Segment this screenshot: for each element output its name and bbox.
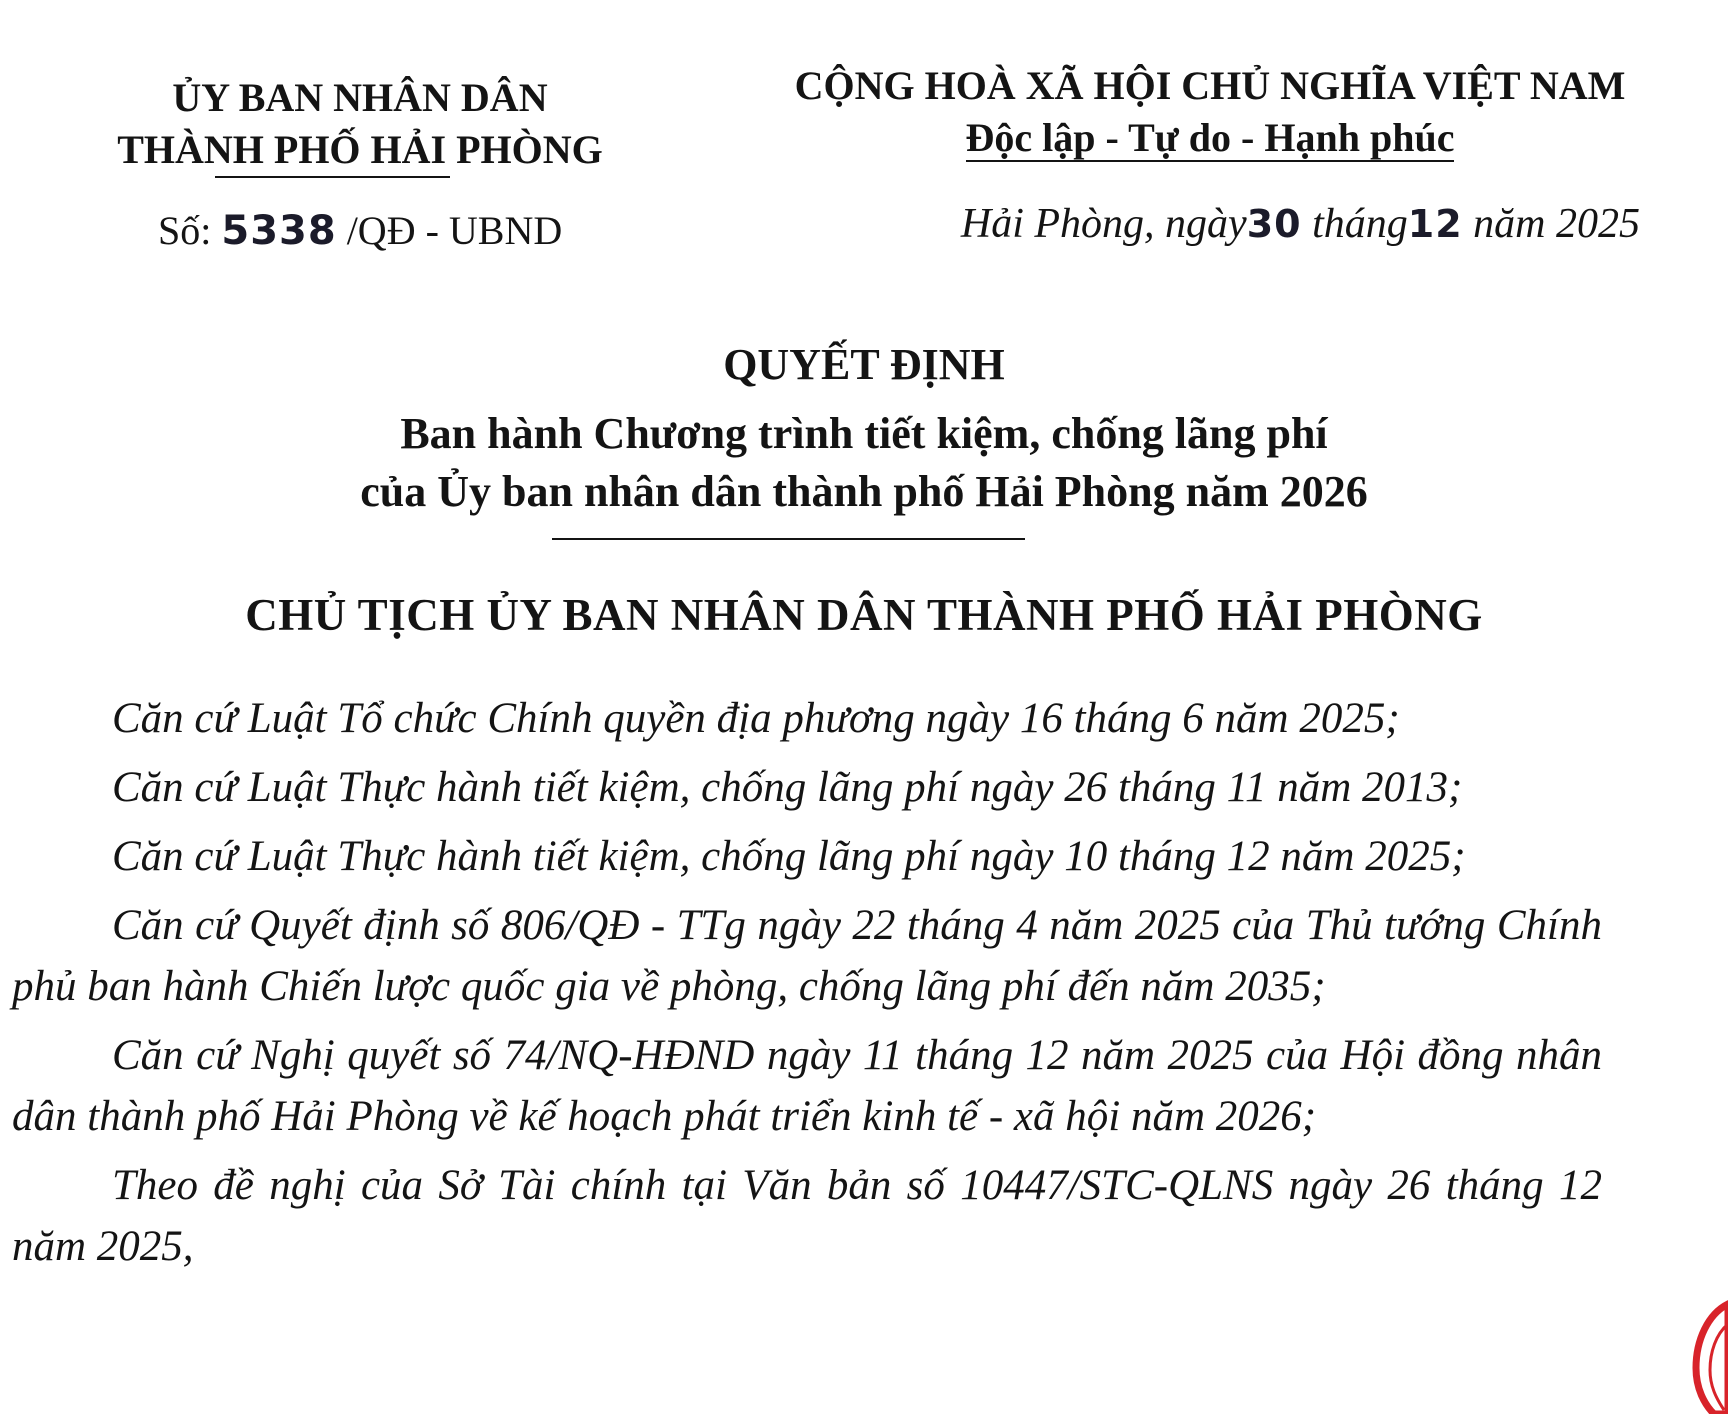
authority-underline: [215, 176, 450, 178]
decision-subtitle-line-1: Ban hành Chương trình tiết kiệm, chống lãng phí: [400, 409, 1328, 458]
red-seal-stamp: [1678, 1300, 1728, 1414]
document-number-handwritten: 5338: [221, 208, 337, 254]
issue-month-handwritten: 12: [1407, 202, 1463, 246]
decision-heading: QUYẾT ĐỊNH: [723, 340, 1005, 389]
document-number-prefix: Số:: [158, 208, 222, 253]
decision-subtitle-line-2: của Ủy ban nhân dân thành phố Hải Phòng năm 2026: [360, 467, 1368, 516]
document-number: [158, 207, 562, 254]
authority-line-1: ỦY BAN NHÂN DÂN: [172, 75, 548, 120]
issue-place: Hải Phòng, ngày: [960, 201, 1247, 247]
legal-bases: [12, 688, 1602, 1285]
national-motto: Độc lập - Tự do - Hạnh phúc: [965, 115, 1455, 160]
issue-year: năm 2025: [1462, 201, 1640, 247]
legal-basis-item: Căn cứ Luật Tổ chức Chính quyền địa phương ngày 16 tháng 6 năm 2025;: [112, 695, 1400, 742]
issue-month-label: tháng: [1301, 201, 1408, 247]
title-underline: [552, 538, 1025, 540]
authority-line-2: THÀNH PHỐ HẢI PHÒNG: [117, 127, 603, 172]
legal-basis-item: Theo đề nghị của Sở Tài chính tại Văn bản số 10447/STC-QLNS ngày 26 tháng 12 năm 2025,: [12, 1162, 1602, 1270]
legal-basis-item: Căn cứ Nghị quyết số 74/NQ-HĐND ngày 11 tháng 12 năm 2025 của Hội đồng nhân dân thành phố Hải Phòng về kế hoạch phát triển kinh tế - xã hội năm 2026;: [12, 1032, 1602, 1140]
issue-day-handwritten: 30: [1246, 202, 1302, 246]
issuer-heading: CHỦ TỊCH ỦY BAN NHÂN DÂN THÀNH PHỐ HẢI PHÒNG: [245, 590, 1483, 640]
legal-basis-item: Căn cứ Quyết định số 806/QĐ - TTg ngày 22 tháng 4 năm 2025 của Thủ tướng Chính phủ ban hành Chiến lược quốc gia về phòng, chống lãng phí đến năm 2035;: [12, 902, 1602, 1010]
legal-basis-item: Căn cứ Luật Thực hành tiết kiệm, chống lãng phí ngày 10 tháng 12 năm 2025;: [112, 833, 1466, 880]
decision-subtitle: [0, 405, 1728, 521]
issuing-authority-header: [100, 72, 620, 176]
document-number-suffix: /QĐ - UBND: [336, 208, 563, 253]
national-title: CỘNG HOÀ XÃ HỘI CHỦ NGHĨA VIỆT NAM: [794, 63, 1626, 108]
issue-date: [961, 200, 1640, 248]
legal-basis-item: Căn cứ Luật Thực hành tiết kiệm, chống lãng phí ngày 26 tháng 11 năm 2013;: [112, 764, 1463, 811]
national-title-header: [735, 60, 1685, 164]
